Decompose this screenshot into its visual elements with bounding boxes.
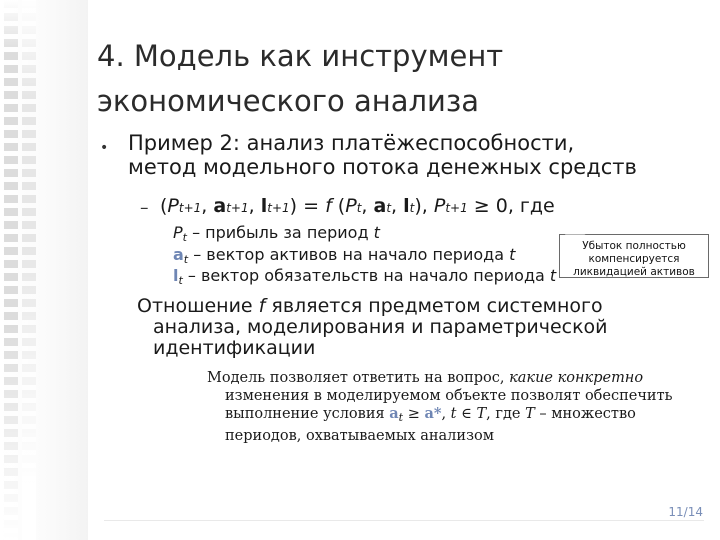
para2-ge: ≥ bbox=[403, 406, 425, 422]
para1-line-3: идентификации bbox=[153, 337, 316, 359]
formula-inner-open: ( bbox=[331, 195, 346, 217]
page-number: 11/14 bbox=[668, 505, 703, 519]
formula-comma-2: , bbox=[248, 195, 255, 217]
formula-comma-4: , bbox=[391, 195, 398, 217]
callout-line-2: компенсируется bbox=[588, 253, 680, 265]
para2-line-3 bbox=[207, 405, 707, 427]
formula-l-subscript: t+1 bbox=[267, 201, 290, 215]
dotted-pattern-column bbox=[4, 0, 18, 540]
formula-p-next: P bbox=[433, 195, 446, 217]
example-line-2: метод модельного потока денежных средств bbox=[128, 155, 637, 179]
para2-italic: какие конкретно bbox=[509, 370, 644, 386]
para2-line-1 bbox=[207, 369, 707, 387]
callout-line-3: ликвидацией активов bbox=[573, 266, 695, 278]
para2-T-2: T bbox=[525, 406, 535, 422]
para1-line-1 bbox=[137, 296, 697, 317]
formula-p-subscript: t+1 bbox=[178, 201, 202, 215]
def-l-subscript: t bbox=[178, 274, 183, 287]
formula-l-inner-subscript: t bbox=[409, 201, 415, 215]
definition-liabilities bbox=[173, 266, 556, 291]
example-line-1: Пример 2: анализ платёжеспособности, bbox=[128, 131, 575, 155]
title-line-1: 4. Модель как инструмент bbox=[97, 39, 504, 73]
para1-part-2: является предметом системного bbox=[265, 295, 603, 317]
para2-line-4: периодов, охватываемых анализом bbox=[225, 428, 494, 444]
para2-sep: , bbox=[441, 406, 451, 422]
formula-comma: , bbox=[201, 195, 208, 217]
title-line-2: экономического анализа bbox=[97, 84, 480, 118]
formula-p-inner-subscript: t bbox=[356, 201, 362, 215]
para2-a: a bbox=[389, 405, 399, 422]
para2-astar: a* bbox=[424, 405, 442, 422]
formula-p-inner: P bbox=[345, 195, 357, 217]
para1-part-1: Отношение bbox=[137, 295, 259, 317]
def-a-period: t bbox=[509, 245, 516, 264]
para2-where: , где bbox=[486, 406, 526, 422]
formula-p: P bbox=[167, 195, 179, 217]
def-l-period: t bbox=[549, 266, 557, 285]
bullet-marker: • bbox=[100, 140, 109, 156]
def-l-symbol: l bbox=[173, 266, 179, 285]
def-a-subscript: t bbox=[183, 253, 189, 266]
callout-text bbox=[559, 240, 709, 279]
cash-flow-formula bbox=[160, 195, 720, 219]
para2-set-text: – множество bbox=[534, 406, 636, 422]
callout-line-1: Убыток полностью bbox=[582, 240, 686, 252]
system-analysis-paragraph bbox=[137, 296, 697, 359]
dash-marker: – bbox=[140, 198, 149, 218]
para2-line-2: изменения в моделируемом объекте позволят обеспечить bbox=[225, 388, 673, 404]
formula-a: a bbox=[213, 195, 227, 217]
bottom-divider bbox=[104, 520, 704, 521]
def-p-subscript: t bbox=[182, 231, 187, 244]
formula-a-inner-subscript: t bbox=[386, 201, 392, 215]
def-p-symbol: P bbox=[173, 223, 183, 242]
slide-title bbox=[97, 34, 697, 124]
para2-a-subscript: t bbox=[398, 411, 404, 424]
example-heading bbox=[128, 131, 708, 179]
formula-a-subscript: t+1 bbox=[226, 201, 249, 215]
formula-close: ), bbox=[414, 195, 428, 217]
formula-f: f bbox=[325, 195, 332, 217]
formula-comma-3: , bbox=[361, 195, 368, 217]
model-question-paragraph bbox=[207, 369, 707, 445]
para2-T: T bbox=[476, 406, 487, 422]
formula-a-inner: a bbox=[373, 195, 387, 217]
para1-f: f bbox=[258, 295, 266, 317]
formula-equals: ) = bbox=[289, 195, 326, 217]
formula-tail: ≥ 0, где bbox=[467, 195, 555, 217]
callout-box bbox=[559, 234, 709, 278]
formula-l-inner: l bbox=[403, 195, 410, 217]
para1-line-2: анализа, моделирования и параметрической bbox=[153, 316, 608, 338]
def-a-text: – вектор активов на начало периода bbox=[188, 245, 510, 264]
para2-part-1: Модель позволяет ответить на вопрос, bbox=[207, 370, 510, 386]
para2-in: ∈ bbox=[456, 406, 477, 422]
def-l-text: – вектор обязательств на начало периода bbox=[182, 266, 550, 285]
def-a-symbol: a bbox=[173, 245, 184, 264]
formula-l: l bbox=[260, 195, 268, 217]
para2-t: t bbox=[450, 406, 457, 422]
def-p-text: – прибыль за период bbox=[186, 223, 374, 242]
formula-open-paren: ( bbox=[160, 195, 168, 217]
para2-condition-text: выполнение условия bbox=[225, 406, 390, 422]
def-p-period: t bbox=[373, 223, 380, 242]
dotted-pattern-column-secondary bbox=[22, 0, 36, 540]
formula-p-next-subscript: t+1 bbox=[445, 201, 468, 215]
